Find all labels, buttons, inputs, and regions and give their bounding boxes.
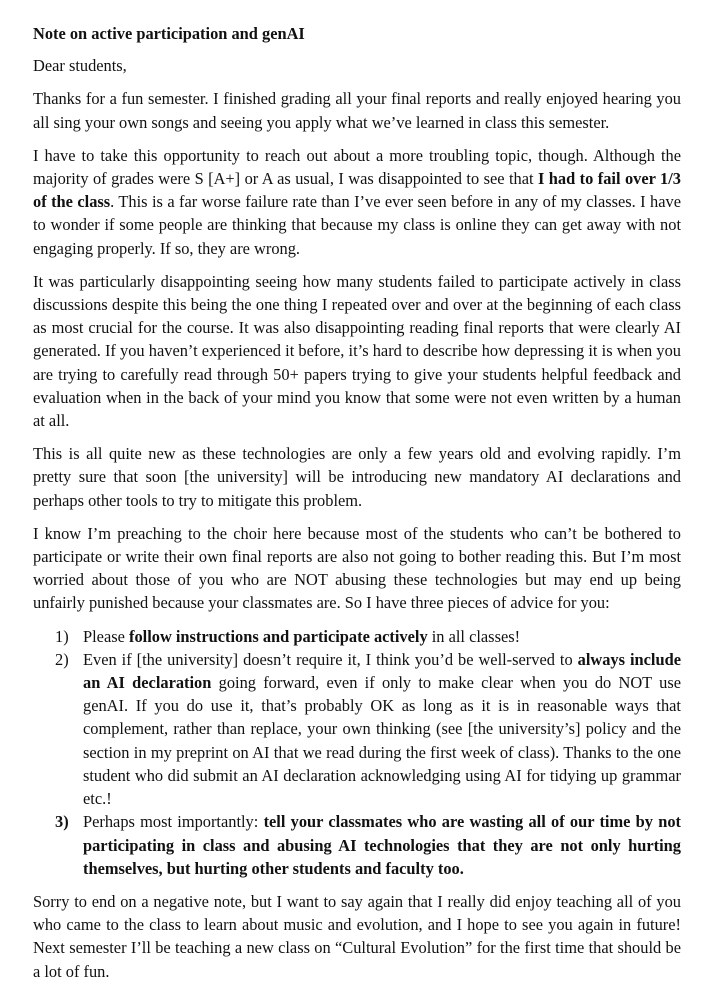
document-page <box>33 22 681 993</box>
advice-item <box>55 625 681 648</box>
paragraph-troubling-topic-text-2: . This is a far worse failure rate than I’ve ever seen before in any of my classes. I have to wonder if some people are thinking that because my class is online they can get away with not engaging properly. If so, they are wrong. <box>33 192 682 258</box>
advice-text-1: Even if [the university] doesn’t require it, I think you’d be well-served to <box>83 649 578 669</box>
advice-number: 3) <box>55 812 69 832</box>
advice-number: 2) <box>55 649 69 669</box>
advice-emphasis: follow instructions and participate actively <box>128 626 428 646</box>
advice-text-2: going forward, even if only to make clear when you do NOT use genAI. If you do use it, that’s probably OK as long as it is in reasonable ways that complement, rather than replace, your own thinking (see [the university’s] policy and the section in my preprint on AI that we read during the first week of class). Thanks to the one student who did submit an AI declaration acknowledging using AI for tidying up grammar etc.! <box>83 673 681 809</box>
advice-text-2: in all classes! <box>427 626 521 646</box>
paragraph-troubling-topic-text-1: I have to take this opportunity to reach out about a more troubling topic, though. Although the majority of grades were S [A+] or A as usual, I was disappointed to see that <box>33 145 681 189</box>
advice-item <box>55 648 681 810</box>
advice-emphasis: always include an AI declaration <box>83 649 681 693</box>
paragraph-disappointing: It was particularly disappointing seeing how many students failed to participate actively in class discussions despite this being the one thing I repeated over and over at the beginning of each class as most crucial for the course. It was also disappointing reading final reports that were clearly AI generated. If you haven’t experienced it before, it’s hard to describe how depressing it is when you are trying to carefully read through 50+ papers trying to give your students helpful feedback and evaluation when in the back of your mind you know that some were not even written by a human at all. <box>33 271 681 431</box>
note-title: Note on active participation and genAI <box>33 24 305 43</box>
advice-emphasis: tell your classmates who are wasting all of our time by not participating in class and abusing AI technologies that they are not only hurting themselves, but hurting other students and faculty too. <box>83 812 681 878</box>
paragraph-preaching: I know I’m preaching to the choir here because most of the students who can’t be bothered to participate or write their own final reports are also not going to bother reading this. But I’m most worried about those of you who are NOT abusing these technologies but may end up being unfairly punished because your classmates are. So I have three pieces of advice for you: <box>33 523 681 613</box>
advice-list <box>33 625 681 880</box>
advice-item <box>55 810 681 880</box>
advice-text-1: Perhaps most importantly: <box>83 812 264 832</box>
paragraph-closing: Sorry to end on a negative note, but I want to say again that I really did enjoy teaching all of you who came to the class to learn about music and evolution, and I hope to see you again in future! Next semester I’ll be teaching a new class on “Cultural Evolution” for the first time that should be a lot of fun. <box>33 891 681 981</box>
paragraph-troubling-topic <box>33 144 681 260</box>
advice-text-1: Please <box>83 626 129 646</box>
fail-rate-emphasis: I had to fail over 1/3 of the class <box>33 169 681 212</box>
paragraph-thanks: Thanks for a fun semester. I finished grading all your final reports and really enjoyed hearing you all sing your own songs and seeing you apply what we’ve learned in class this semester. <box>33 89 681 132</box>
advice-number: 1) <box>55 626 69 646</box>
greeting: Dear students, <box>33 56 127 76</box>
paragraph-new-technologies: This is all quite new as these technologies are only a few years old and evolving rapidly. I’m pretty sure that soon [the university] will be introducing new mandatory AI declarations and perhaps other tools to try to mitigate this problem. <box>33 444 681 510</box>
